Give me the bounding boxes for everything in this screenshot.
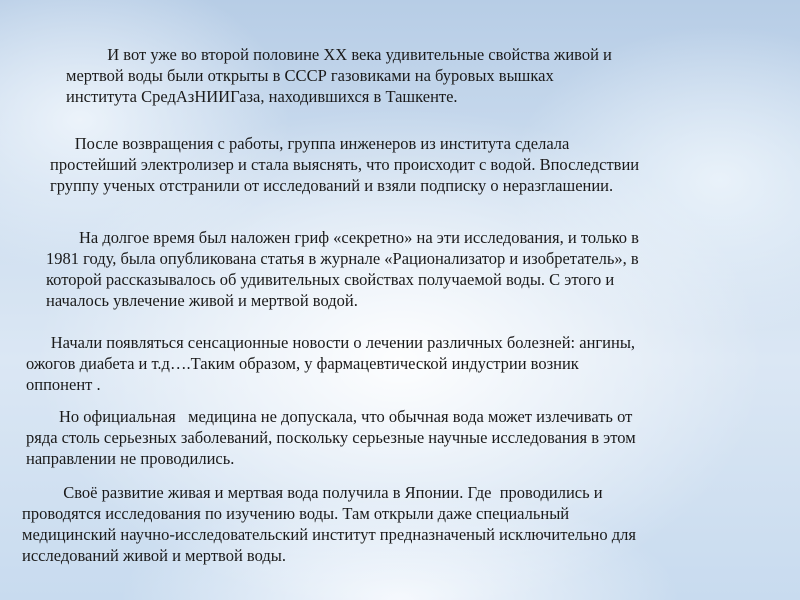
- paragraph-line: Но официальная медицина не допускала, что обычная вода может излечивать от: [26, 407, 633, 426]
- paragraph-line: 1981 году, была опубликована статья в журнале «Рационализатор и изобретатель», в: [46, 249, 639, 268]
- paragraph-5: [26, 406, 636, 469]
- paragraph-line: мертвой воды были открыты в СССР газовиками на буровых вышках: [66, 66, 554, 85]
- paragraph-line: группу ученых отстранили от исследований и взяли подписку о неразглашении.: [50, 176, 614, 195]
- paragraph-line: проводятся исследования по изучению воды. Там открыли даже специальный: [22, 504, 570, 523]
- paragraph-4: [26, 332, 635, 395]
- paragraph-3: [46, 227, 639, 311]
- paragraph-line: На долгое время был наложен гриф «секретно» на эти исследования, и только в: [46, 228, 639, 247]
- paragraph-line: Начали появляться сенсационные новости о лечении различных болезней: ангины,: [26, 333, 636, 352]
- paragraph-line: медицинский научно-исследовательский институт предназначеный исключительно для: [22, 525, 636, 544]
- paragraph-line: И вот уже во второй половине XX века удивительные свойства живой и: [66, 45, 612, 64]
- paragraph-line: началось увлечение живой и мертвой водой.: [46, 291, 358, 310]
- paragraph-line: После возвращения с работы, группа инженеров из института сделала: [50, 134, 570, 153]
- paragraph-line: исследований живой и мертвой воды.: [22, 546, 286, 565]
- paragraph-line: оппонент .: [26, 375, 101, 394]
- paragraph-line: института СредАзНИИГаза, находившихся в Ташкенте.: [66, 87, 458, 106]
- paragraph-2: [50, 133, 639, 196]
- paragraph-line: ожогов диабета и т.д….Таким образом, у фармацевтической индустрии возник: [26, 354, 579, 373]
- paragraph-line: направлении не проводились.: [26, 449, 235, 468]
- paragraph-line: Своё развитие живая и мертвая вода получила в Японии. Где проводились и: [22, 483, 603, 502]
- paragraph-line: ряда столь серьезных заболеваний, поскольку серьезные научные исследования в этом: [26, 428, 636, 447]
- paragraph-line: простейший электролизер и стала выяснять, что происходит с водой. Впоследствии: [50, 155, 640, 174]
- paragraph-6: [22, 482, 636, 566]
- paragraph-line: которой рассказывалось об удивительных свойствах получаемой воды. С этого и: [46, 270, 615, 289]
- paragraph-1: [66, 44, 612, 107]
